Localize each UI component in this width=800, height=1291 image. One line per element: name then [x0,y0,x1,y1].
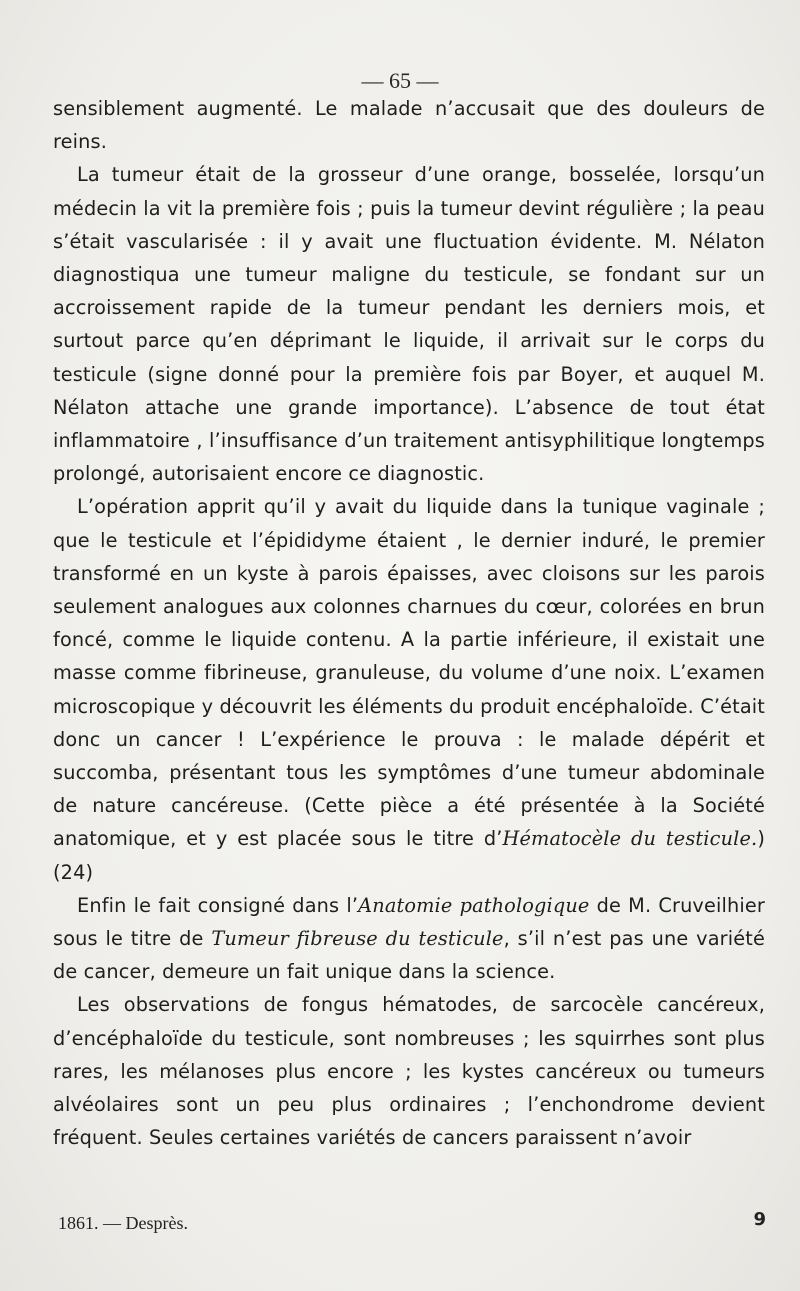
paragraph-3 [53,490,765,888]
paragraph-4-italic-title: Tumeur fibreuse du testicule [211,927,504,951]
paragraph-4-middle: de M. Cruveilhier sous le titre de [53,893,765,951]
page-body [53,92,765,1155]
sheet-number: 9 [753,1209,766,1230]
paragraph-1: sensiblement augmenté. Le malade n’accusait que des douleurs de reins. [53,97,765,154]
paragraph-2: La tumeur était de la grosseur d’une orange, bosselée, lorsqu’un médecin la vit la première fois ; puis la tumeur devint régulière ; la peau s’était vascularisée : il y avait une fluctuation évidente. M. Nélaton diagnostiqua une tumeur maligne du testicule, se fondant sur un accroissement rapide de la tumeur pendant les derniers mois, et surtout parce qu’en déprimant le liquide, il arrivait sur le corps du testicule (signe donné pour la première fois par Boyer, et auquel M. Nélaton attache une grande importance). L’absence de tout état inflammatoire , l’insuffisance d’un traitement antisyphilitique longtemps prolongé, autorisaient encore ce diagnostic. [53,163,765,486]
paragraph-4-tail: , s’il n’est pas une variété de cancer, demeure un fait unique dans la science. [53,927,765,984]
page-number: — 65 — [361,68,439,93]
paragraph-4-text: Enfin le fait consigné dans l’ [77,893,359,917]
paragraph-3-tail: ) (24) [53,827,765,884]
paragraph-5: Les observations de fongus hématodes, de sarcocèle cancéreux, d’encéphaloïde du testicule, sont nombreuses ; les squirrhes sont plus rares, les mélanoses plus encore ; les kystes cancéreux ou tumeurs alvéolaires sont un peu plus ordinaires ; l’enchondrome devient fréquent. Seules certaines variétés de cancers paraissent n’avoir [53,993,765,1150]
paragraph-4-italic-book: Anatomie pathologique [358,893,590,917]
paragraph-3-text: L’opération apprit qu’il y avait du liquide dans la tunique vaginale ; que le testicule et l’épididyme étaient , le dernier induré, le premier transformé en un kyste à parois épaisses, avec cloisons sur les parois seulement analogues aux colonnes charnues du cœur, colorées en brun foncé, comme le liquide contenu. A la partie inférieure, il existait une masse comme fibrineuse, granuleuse, du volume d’une noix. L’examen microscopique y découvrit les éléments du produit encéphaloïde. C’était donc un cancer ! L’expérience le prouva : le malade dépérit et succomba, présentant tous les symptômes d’une tumeur abdominale de nature cancéreuse. (Cette pièce a été présentée à la Société anatomique, et y est placée sous le titre d’ [53,495,765,851]
paragraph-4 [53,889,765,989]
printer-signature: 1861. — Desprès. [58,1213,188,1233]
paragraph-3-italic-title: Hématocèle du testicule. [502,827,758,851]
